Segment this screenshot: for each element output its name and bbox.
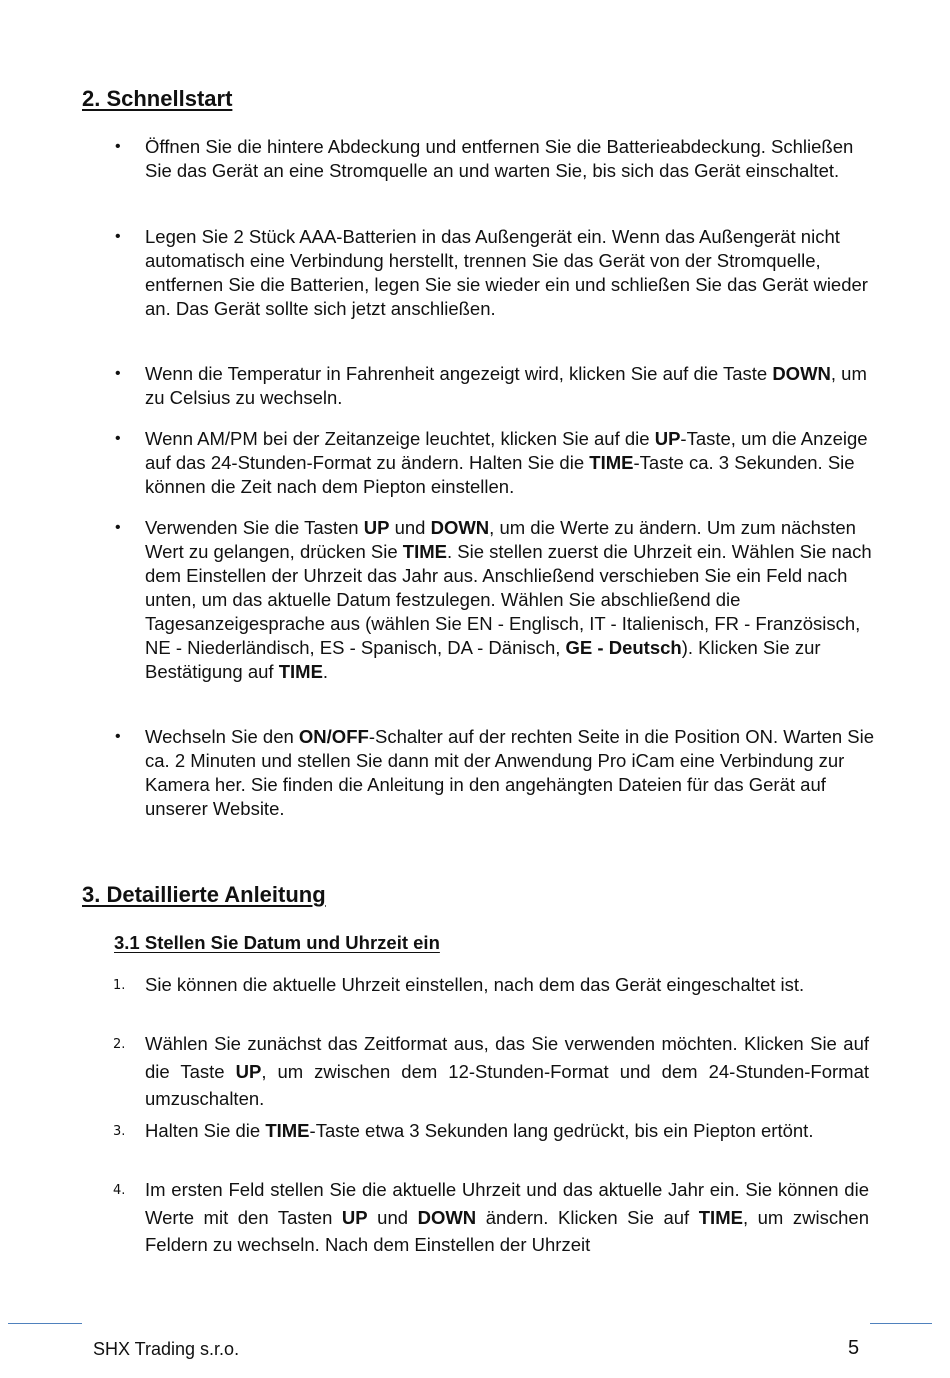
text-run: , um zwischen Feldern zu wechseln. Nach dem Einstellen der Uhrzeit — [145, 1206, 869, 1255]
bullet-item — [145, 725, 875, 821]
bold-term: UP — [341, 1206, 368, 1228]
bold-term: DOWN — [772, 363, 831, 384]
step-item — [113, 1176, 869, 1259]
text-run: Wenn AM/PM bei der Zeitanzeige leuchtet, klicken Sie auf die — [145, 428, 655, 449]
bullet-item — [145, 362, 875, 410]
text-run: Legen Sie 2 Stück AAA-Batterien in das Außengerät ein. Wenn das Außengerät nicht automatisch eine Verbindung herstellt, trennen Sie das Gerät von der Stromquelle, entfernen Sie die Batterien, legen Sie sie wieder ein und schließen Sie das Gerät wieder an. Das Gerät sollte sich jetzt anschließen. — [145, 226, 868, 319]
step-item — [113, 1030, 869, 1113]
text-run: , um die Werte zu ändern. Um zum nächsten Wert zu gelangen, drücken Sie — [145, 517, 856, 562]
text-run: Wechseln Sie den — [145, 726, 299, 747]
text-run: ändern. Klicken Sie auf — [476, 1206, 699, 1228]
text-run: . Sie stellen zuerst die Uhrzeit ein. Wählen Sie nach dem Einstellen der Uhrzeit das Jahr aus. Anschließend verschieben Sie ein Feld nach unten, um das aktuelle Datum festzulegen. Wählen Sie abschließend die Tagesanzeigesprache aus (wählen Sie EN - Englisch, IT - Italienisch, FR - Französisch, NE - Niederländisch, ES - Spanisch, DA - Dänisch, — [145, 541, 872, 658]
text-run: -Taste etwa 3 Sekunden lang gedrückt, bis ein Piepton ertönt. — [309, 1120, 814, 1141]
text-run: Wählen Sie zunächst das Zeitformat aus, das Sie verwenden möchten. Klicken Sie auf die Taste — [145, 1033, 869, 1082]
text-run: ). Klicken Sie zur Bestätigung auf — [145, 637, 821, 682]
bold-term: TIME — [265, 1120, 310, 1141]
subsection-3-1-heading: 3.1 Stellen Sie Datum und Uhrzeit ein — [114, 932, 440, 953]
step-number: 2. — [113, 1037, 126, 1052]
text-run: -Taste, um die Anzeige auf das 24-Stunden-Format zu ändern. Halten Sie die — [145, 428, 868, 473]
text-run: und — [389, 517, 431, 538]
bold-term: TIME — [589, 452, 634, 473]
bullet-item — [145, 135, 875, 183]
bold-term: DOWN — [430, 517, 490, 538]
text-run: und — [367, 1206, 418, 1228]
bold-term: TIME — [402, 541, 447, 562]
bold-term: ON/OFF — [298, 726, 369, 747]
bullet-item — [145, 516, 875, 684]
text-run: Verwenden Sie die Tasten — [145, 517, 364, 538]
section-2-heading: 2. Schnellstart — [82, 86, 233, 111]
bold-term: UP — [654, 428, 681, 449]
bold-term: TIME — [698, 1206, 743, 1228]
text-run: Halten Sie die — [145, 1120, 266, 1141]
step-item — [113, 1117, 869, 1145]
bullet-item — [145, 225, 875, 321]
text-run: Öffnen Sie die hintere Abdeckung und entfernen Sie die Batterieabdeckung. Schließen Sie das Gerät an eine Stromquelle an und warten Sie, bis sich das Gerät einschaltet. — [145, 136, 854, 181]
footer-company: SHX Trading s.r.o. — [93, 1339, 240, 1359]
bold-term: TIME — [278, 661, 323, 682]
bold-term: DOWN — [417, 1206, 477, 1228]
text-run: , um zu Celsius zu wechseln. — [145, 363, 867, 408]
bold-term: GE - Deutsch — [565, 637, 682, 658]
text-run: -Schalter auf der rechten Seite in die Position ON. Warten Sie ca. 2 Minuten und stellen Sie dann mit der Anwendung Pro iCam eine Verbindung zur Kamera her. Sie finden die Anleitung in den angehängten Dateien für das Gerät auf unserer Website. — [145, 726, 875, 819]
text-run: Sie können die aktuelle Uhrzeit einstellen, nach dem das Gerät eingeschaltet ist. — [145, 974, 805, 995]
text-run: , um zwischen dem 12-Stunden-Format und dem 24-Stunden-Format umzuschalten. — [145, 1060, 869, 1109]
text-run: -Taste ca. 3 Sekunden. Sie können die Zeit nach dem Piepton einstellen. — [145, 452, 855, 497]
section-3-heading: 3. Detaillierte Anleitung — [82, 882, 326, 907]
footer-rule-right — [870, 1323, 932, 1324]
bullet-item — [145, 427, 875, 499]
text-run: Wenn die Temperatur in Fahrenheit angezeigt wird, klicken Sie auf die Taste — [145, 363, 773, 384]
step-number: 1. — [113, 978, 126, 993]
step-number: 4. — [113, 1183, 126, 1198]
text-run: Im ersten Feld stellen Sie die aktuelle Uhrzeit und das aktuelle Jahr ein. Sie können die Werte mit den Tasten — [145, 1179, 869, 1228]
footer-rule-left — [8, 1323, 82, 1324]
bold-term: UP — [235, 1060, 262, 1082]
bold-term: UP — [363, 517, 390, 538]
step-number: 3. — [113, 1124, 126, 1139]
text-run: . — [322, 661, 329, 682]
page-number: 5 — [848, 1337, 860, 1359]
step-item — [113, 971, 869, 999]
